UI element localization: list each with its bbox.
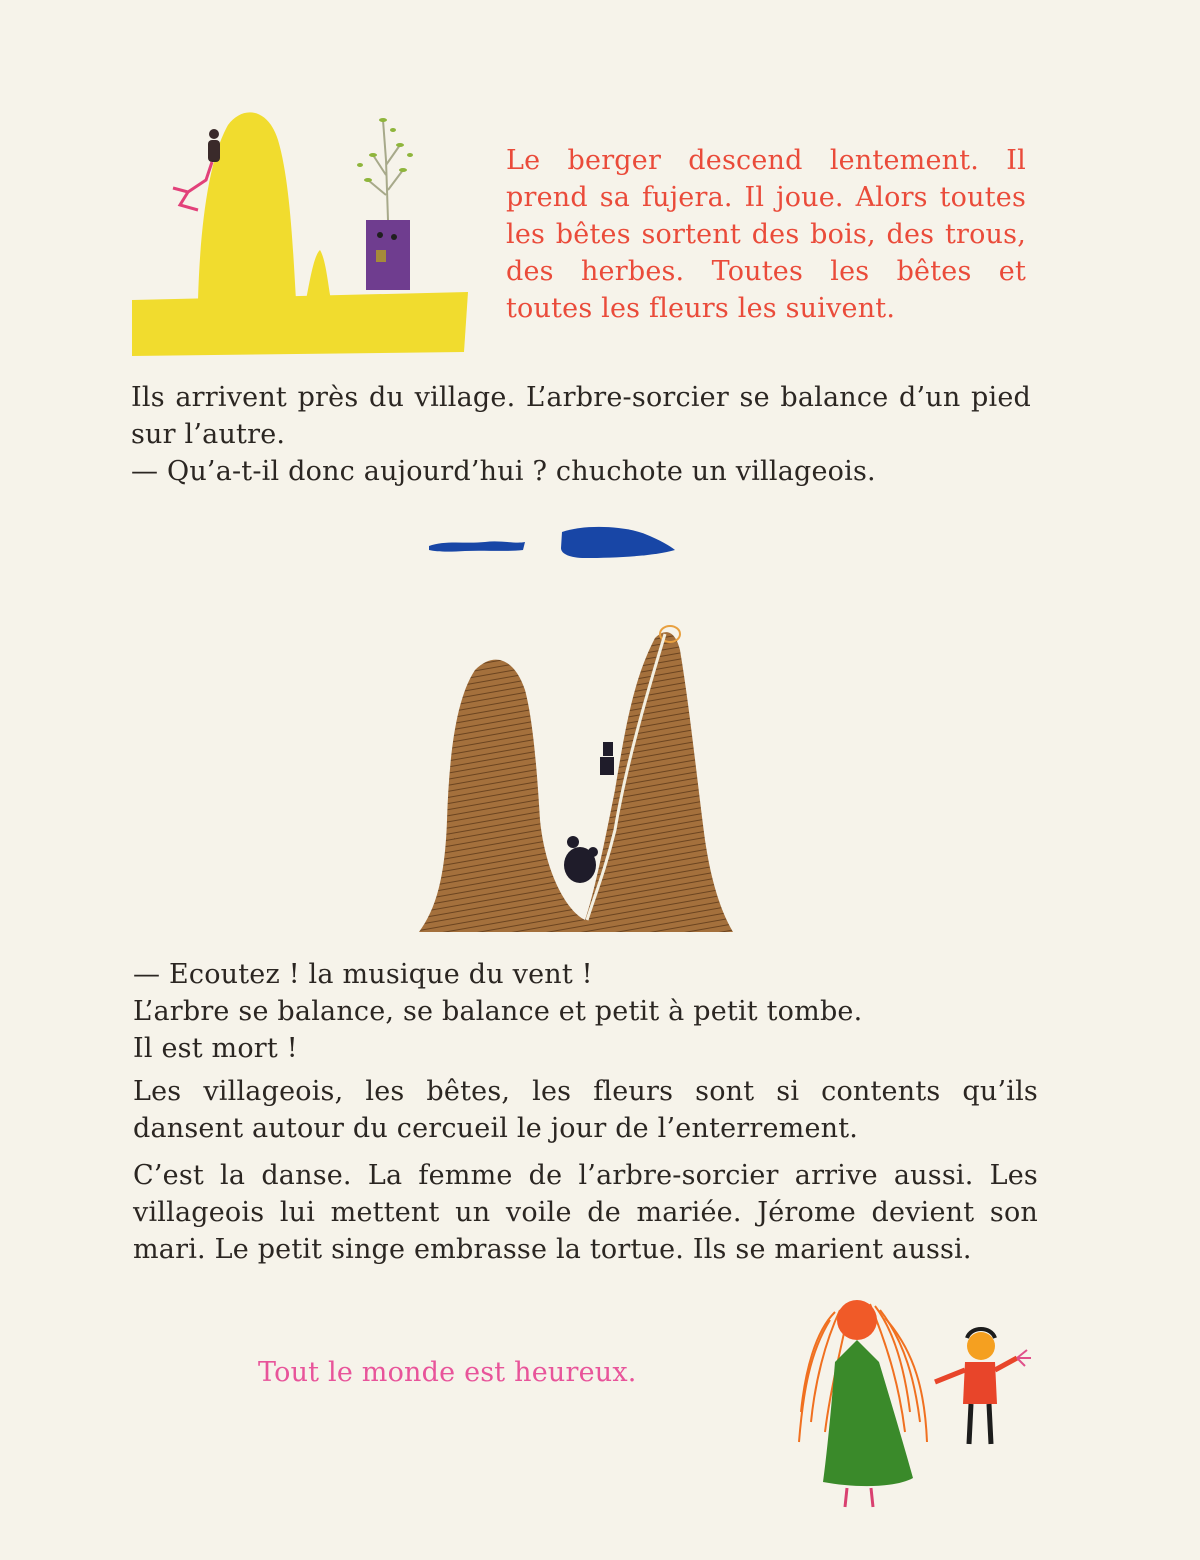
yellow-mountain-illustration xyxy=(128,100,473,360)
story-line-arrival: Ils arrivent près du village. L’arbre-sorcier se balance d’un pied sur l’autre. xyxy=(131,382,1031,450)
story-line-listen: — Ecoutez ! la musique du vent ! xyxy=(133,959,593,990)
closing-line: Tout le monde est heureux. xyxy=(258,1357,637,1388)
story-line-question: — Qu’a-t-il donc aujourd’hui ? chuchote un villageois. xyxy=(131,456,876,487)
story-paragraph-dance: Les villageois, les bêtes, les fleurs sont si contents qu’ils dansent autour du cercueil le jour de l’enterrement. xyxy=(133,1076,1038,1144)
blue-brushstrokes xyxy=(425,520,680,565)
intro-paragraph: Le berger descend lentement. Il prend sa fujera. Il joue. Alors toutes les bêtes sortent des bois, des trous, des herbes. Toutes les bêtes et toutes les fleurs les suivent. xyxy=(506,145,1026,324)
couple-illustration xyxy=(795,1292,1040,1542)
twin-peaks-illustration xyxy=(415,620,735,940)
story-line-falls: L’arbre se balance, se balance et petit à petit tombe. xyxy=(133,996,863,1027)
story-line-dead: Il est mort ! xyxy=(133,1033,298,1064)
story-paragraph-wedding: C’est la danse. La femme de l’arbre-sorcier arrive aussi. Les villageois lui mettent un voile de mariée. Jérome devient son mari. Le petit singe embrasse la tortue. Ils se marient aussi. xyxy=(133,1160,1038,1265)
